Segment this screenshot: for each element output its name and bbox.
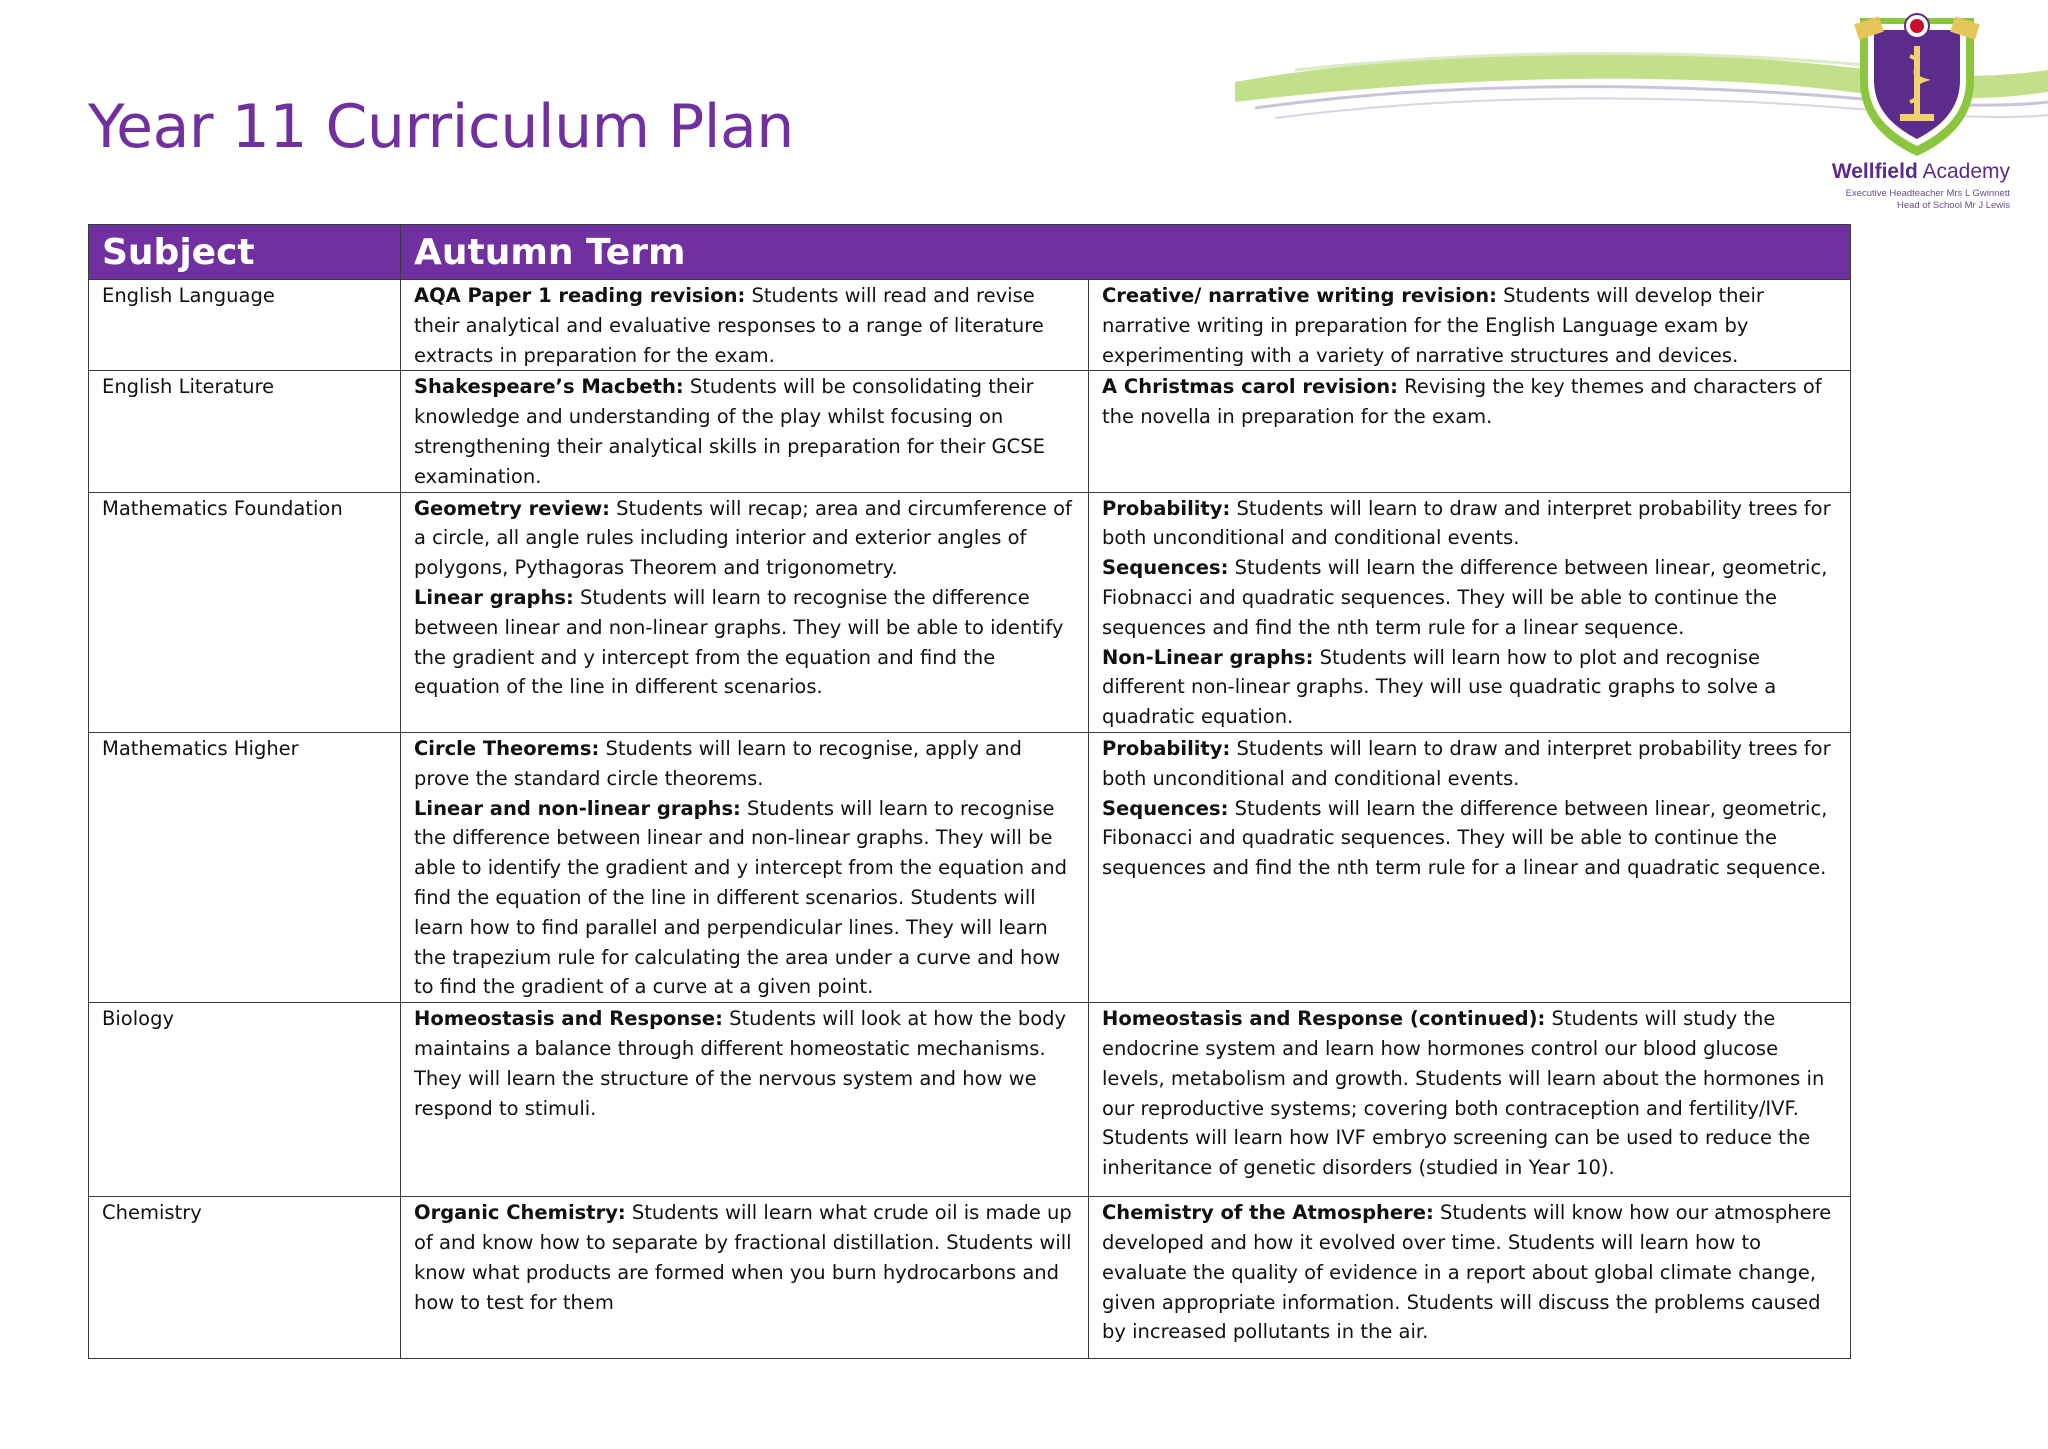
topic-text: Students will learn to draw and interpret probability trees for both unconditional and conditional events. (1102, 496, 1831, 550)
subject-cell: English Literature (89, 371, 401, 492)
table-row (89, 1003, 1851, 1197)
topic-cell (401, 371, 1089, 492)
school-crest-icon (1852, 0, 1982, 158)
table-row (89, 492, 1851, 732)
table-row (89, 371, 1851, 492)
topic-title: Circle Theorems: (414, 736, 600, 760)
table-row (89, 732, 1851, 1002)
topic-text: Students will learn how to plot and recognise different non-linear graphs. They will use quadratic graphs to solve a quadratic equation. (1102, 645, 1777, 729)
head-of-school-line: Head of School Mr J Lewis (1897, 200, 2010, 211)
page-title: Year 11 Curriculum Plan (88, 92, 794, 162)
topic-title: Shakespeare’s Macbeth: (414, 375, 684, 399)
topic-title: Organic Chemistry: (414, 1201, 626, 1225)
topic-text: Students will be consolidating their knowledge and understanding of the play whilst focusing on strengthening their analytical skills in preparation for their GCSE examination. (414, 375, 1045, 488)
topic-cell (1089, 732, 1851, 1002)
school-name: Wellfield Academy (1831, 160, 2010, 183)
subject-column-header: Subject (89, 225, 401, 280)
topic-cell (401, 280, 1089, 371)
topic-title: Probability: (1102, 496, 1231, 520)
topic-cell (401, 492, 1089, 732)
subject-cell: Biology (89, 1003, 401, 1197)
autumn-term-column-header: Autumn Term (401, 225, 1851, 280)
topic-text: Students will learn to recognise, apply and prove the standard circle theorems. (414, 736, 1022, 790)
topic-title: Linear and non-linear graphs: (414, 796, 741, 820)
topic-text: Students will learn to recognise the difference between linear and non-linear graphs. They will be able to identify the gradient and y intercept from the equation and find the equation of the line in different scenarios. (414, 585, 1064, 699)
topic-title: Chemistry of the Atmosphere: (1102, 1201, 1434, 1225)
topic-text: Students will learn the difference between linear, geometric, Fibonacci and quadratic sequences. They will be able to continue the sequences and find the nth term rule for a linear and quadratic sequence. (1102, 796, 1828, 880)
topic-text: Students will study the endocrine system and learn how hormones control our blood glucose levels, metabolism and growth. Students will learn about the hormones in our reproductive systems; covering both contraception and fertility/IVF. Students will learn how IVF embryo screening can be used to reduce the inheritance of genetic disorders (studied in Year 10). (1102, 1007, 1825, 1180)
subject-cell: English Language (89, 280, 401, 371)
topic-text: Students will develop their narrative writing in preparation for the English Language exam by experimenting with a variety of narrative structures and devices. (1102, 284, 1764, 367)
topic-cell (1089, 371, 1851, 492)
table-row (89, 1197, 1851, 1359)
topic-title: Non-Linear graphs: (1102, 645, 1314, 669)
topic-cell (401, 1197, 1089, 1359)
topic-text: Students will learn to recognise the difference between linear and non-linear graphs. They will be able to identify the gradient and y intercept from the equation and find the equation of the line in different scenarios. Students will learn how to find parallel and perpendicular lines. They will learn the trapezium rule for calculating the area under a curve and how to find the gradient of a curve at a given point. (414, 796, 1068, 999)
topic-title: Probability: (1102, 736, 1231, 760)
topic-title: Homeostasis and Response (continued): (1102, 1007, 1546, 1031)
topic-cell (1089, 1197, 1851, 1359)
topic-text: Students will learn to draw and interpret probability trees for both unconditional and conditional events. (1102, 736, 1831, 790)
subject-cell: Mathematics Foundation (89, 492, 401, 732)
topic-text: Students will recap; area and circumference of a circle, all angle rules including interior and exterior angles of polygons, Pythagoras Theorem and trigonometry. (414, 496, 1072, 580)
topic-text: Students will read and revise their analytical and evaluative responses to a range of literature extracts in preparation for the exam. (414, 284, 1044, 367)
table-row (89, 280, 1851, 371)
topic-cell (1089, 1003, 1851, 1197)
topic-text: Students will learn what crude oil is made up of and know how to separate by fractional distillation. Students will know what products are formed when you burn hydrocarbons and how to test for them (414, 1201, 1072, 1314)
topic-cell (1089, 280, 1851, 371)
topic-cell (1089, 492, 1851, 732)
topic-title: Creative/ narrative writing revision: (1102, 284, 1497, 307)
topic-text: Students will learn the difference between linear, geometric, Fiobnacci and quadratic sequences. They will be able to continue the sequences and find the nth term rule for a linear sequence. (1102, 556, 1828, 639)
topic-cell (401, 732, 1089, 1002)
topic-title: Sequences: (1102, 796, 1229, 820)
subject-cell: Mathematics Higher (89, 732, 401, 1002)
topic-title: Geometry review: (414, 496, 610, 520)
table-header-row (89, 225, 1851, 280)
topic-text: Students will look at how the body maintains a balance through different homeostatic mechanisms. They will learn the structure of the nervous system and how we respond to stimuli. (414, 1007, 1067, 1120)
topic-title: A Christmas carol revision: (1102, 375, 1398, 399)
subject-cell: Chemistry (89, 1197, 401, 1359)
topic-title: Sequences: (1102, 556, 1229, 580)
topic-title: Homeostasis and Response: (414, 1007, 723, 1031)
topic-title: Linear graphs: (414, 585, 574, 609)
topic-text: Students will know how our atmosphere developed and how it evolved over time. Students will learn how to evaluate the quality of evidence in a report about global climate change, given appropriate information. Students will discuss the problems caused by increased pollutants in the air. (1102, 1201, 1832, 1344)
topic-text: Revising the key themes and characters of the novella in preparation for the exam. (1102, 375, 1822, 429)
topic-cell (401, 1003, 1089, 1197)
topic-title: AQA Paper 1 reading revision: (414, 284, 746, 307)
headteacher-line: Executive Headteacher Mrs L Gwinnett (1845, 188, 2010, 199)
curriculum-table (88, 224, 1851, 1359)
